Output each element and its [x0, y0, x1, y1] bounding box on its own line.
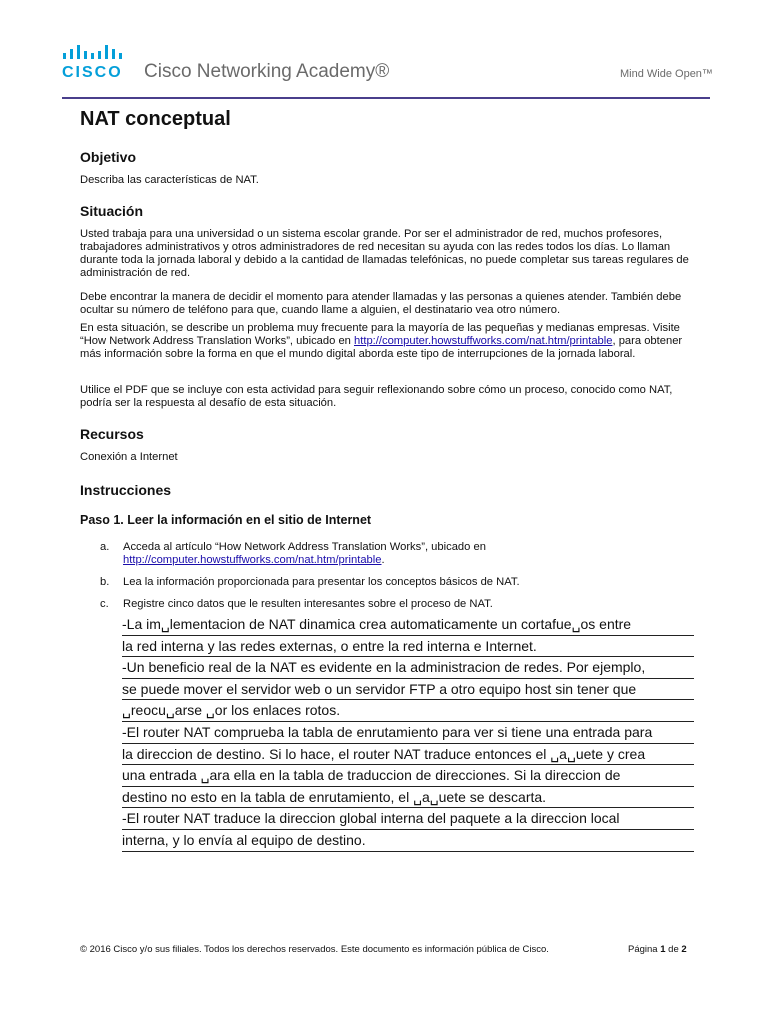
list-item-a [123, 541, 693, 567]
page-of: de [668, 944, 679, 955]
footer-copyright: © 2016 Cisco y/o sus filiales. Todos los derechos reservados. Este documento es información pública de Cisco. [80, 944, 549, 955]
answer-line: la red interna y las redes externas, o entre la red interna e Internet. [122, 636, 694, 658]
list-marker-c: c. [100, 598, 109, 610]
answer-line: -El router NAT comprueba la tabla de enrutamiento para ver si tiene una entrada para [122, 722, 694, 744]
list-item-a-text: Acceda al artículo “How Network Address Translation Works”, ubicado en [123, 541, 486, 553]
page-label: Página [628, 944, 658, 955]
list-item-c: Registre cinco datos que le resulten interesantes sobre el proceso de NAT. [123, 598, 493, 610]
list-item-b: Lea la información proporcionada para presentar los conceptos básicos de NAT. [123, 576, 520, 588]
answer-line: -La im␣lementacion de NAT dinamica crea automaticamente un cortafue␣os entre [122, 614, 694, 636]
answer-line: destino no esto en la tabla de enrutamiento, el ␣a␣uete se descarta. [122, 787, 694, 809]
answer-line: una entrada ␣ara ella en la tabla de traduccion de direcciones. Si la direccion de [122, 765, 694, 787]
heading-situacion: Situación [80, 203, 144, 219]
answer-area [122, 614, 694, 852]
page-total: 2 [681, 944, 687, 955]
answer-line: -El router NAT traduce la direccion global interna del paquete a la direccion local [122, 808, 694, 830]
cisco-wordmark: CISCO [62, 64, 123, 81]
step-1-heading: Paso 1. Leer la información en el sitio de Internet [80, 513, 372, 527]
answer-line: ␣reocu␣arse ␣or los enlaces rotos. [122, 700, 694, 722]
list-marker-b: b. [100, 576, 110, 588]
objetivo-text: Describa las características de NAT. [80, 174, 259, 186]
answer-line: se puede mover el servidor web o un servidor FTP a otro equipo host sin tener que [122, 679, 694, 701]
tagline: Mind Wide Open™ [620, 68, 713, 80]
heading-instrucciones: Instrucciones [80, 482, 172, 498]
answer-line: -Un beneficio real de la NAT es evidente en la administracion de redes. Por ejemplo, [122, 657, 694, 679]
situacion-p3-text-end: , para obtener más información sobre la forma en que el mundo digital aborda este tipo de interrupciones de la jornada laboral. [80, 335, 683, 360]
situacion-paragraph-4: Utilice el PDF que se incluye con esta actividad para seguir reflexionando sobre cómo un proceso, conocido como NAT, podría ser la respuesta al desafío de esta situación. [80, 384, 673, 409]
situacion-paragraph-3 [80, 322, 692, 361]
header-divider [62, 97, 710, 99]
academy-name: Cisco Networking Academy® [144, 61, 390, 82]
recursos-text: Conexión a Internet [80, 451, 178, 463]
howstuffworks-link[interactable]: http://computer.howstuffworks.com/nat.htm/printable [354, 335, 613, 347]
page-number [628, 944, 687, 955]
list-marker-a: a. [100, 541, 110, 553]
cisco-logo [62, 44, 132, 84]
list-item-a-end: . [381, 554, 385, 566]
page-current: 1 [660, 944, 666, 955]
answer-line: interna, y lo envía al equipo de destino. [122, 830, 694, 852]
situacion-paragraph-1: Usted trabaja para una universidad o un sistema escolar grande. Por ser el administrador de red, muchos profesores, trabajadores administrativos y otros administradores de red necesitan su ayuda con las redes todos los días. Lo llaman durante toda la jornada laboral y debido a la cantidad de llamadas telefónicas, no puede completar sus tareas regulares de administración de red. [80, 228, 689, 279]
article-link[interactable]: http://computer.howstuffworks.com/nat.htm/printable [123, 554, 382, 566]
situacion-paragraph-2: Debe encontrar la manera de decidir el momento para atender llamadas y las personas a quienes atender. También debe ocultar su número de teléfono para que, cuando llame a alguien, el destinatario vea otro número. [80, 291, 682, 316]
cisco-bars-icon [62, 44, 126, 64]
heading-recursos: Recursos [80, 426, 144, 442]
answer-line: la direccion de destino. Si lo hace, el router NAT traduce entonces el ␣a␣uete y crea [122, 744, 694, 766]
situacion-p3-text: En esta situación, se describe un problema muy frecuente para la mayoría de las pequeñas y medianas empresas. Visite “How Network Address Translation Works”, ubicado en [80, 322, 680, 347]
page-title: NAT conceptual [80, 108, 231, 130]
heading-objetivo: Objetivo [80, 149, 137, 165]
